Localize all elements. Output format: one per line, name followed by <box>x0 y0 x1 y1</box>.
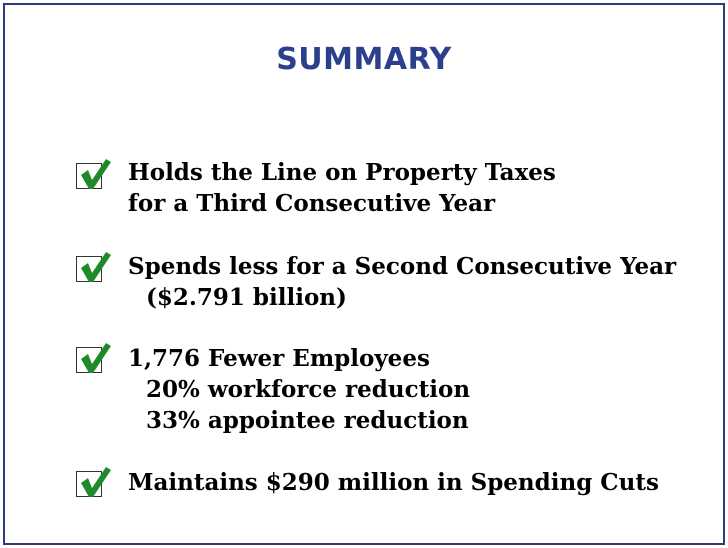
checkbox <box>76 347 102 373</box>
item-line: Spends less for a Second Consecutive Year <box>128 253 677 280</box>
checkmark-icon <box>77 464 113 500</box>
checkbox <box>76 163 102 189</box>
item-line: 1,776 Fewer Employees <box>128 345 430 372</box>
checkmark-icon <box>77 156 113 192</box>
page-title: SUMMARY <box>276 42 452 77</box>
checkbox <box>76 471 102 497</box>
item-line: for a Third Consecutive Year <box>128 190 496 217</box>
checkbox <box>76 256 102 282</box>
checkmark-icon <box>77 249 113 285</box>
item-line: 20% workforce reduction <box>146 376 471 403</box>
item-line: Maintains $290 million in Spending Cuts <box>128 469 659 496</box>
checkmark-icon <box>77 340 113 376</box>
item-line: Holds the Line on Property Taxes <box>128 159 556 186</box>
item-line: ($2.791 billion) <box>146 284 347 311</box>
item-line: 33% appointee reduction <box>146 407 469 434</box>
